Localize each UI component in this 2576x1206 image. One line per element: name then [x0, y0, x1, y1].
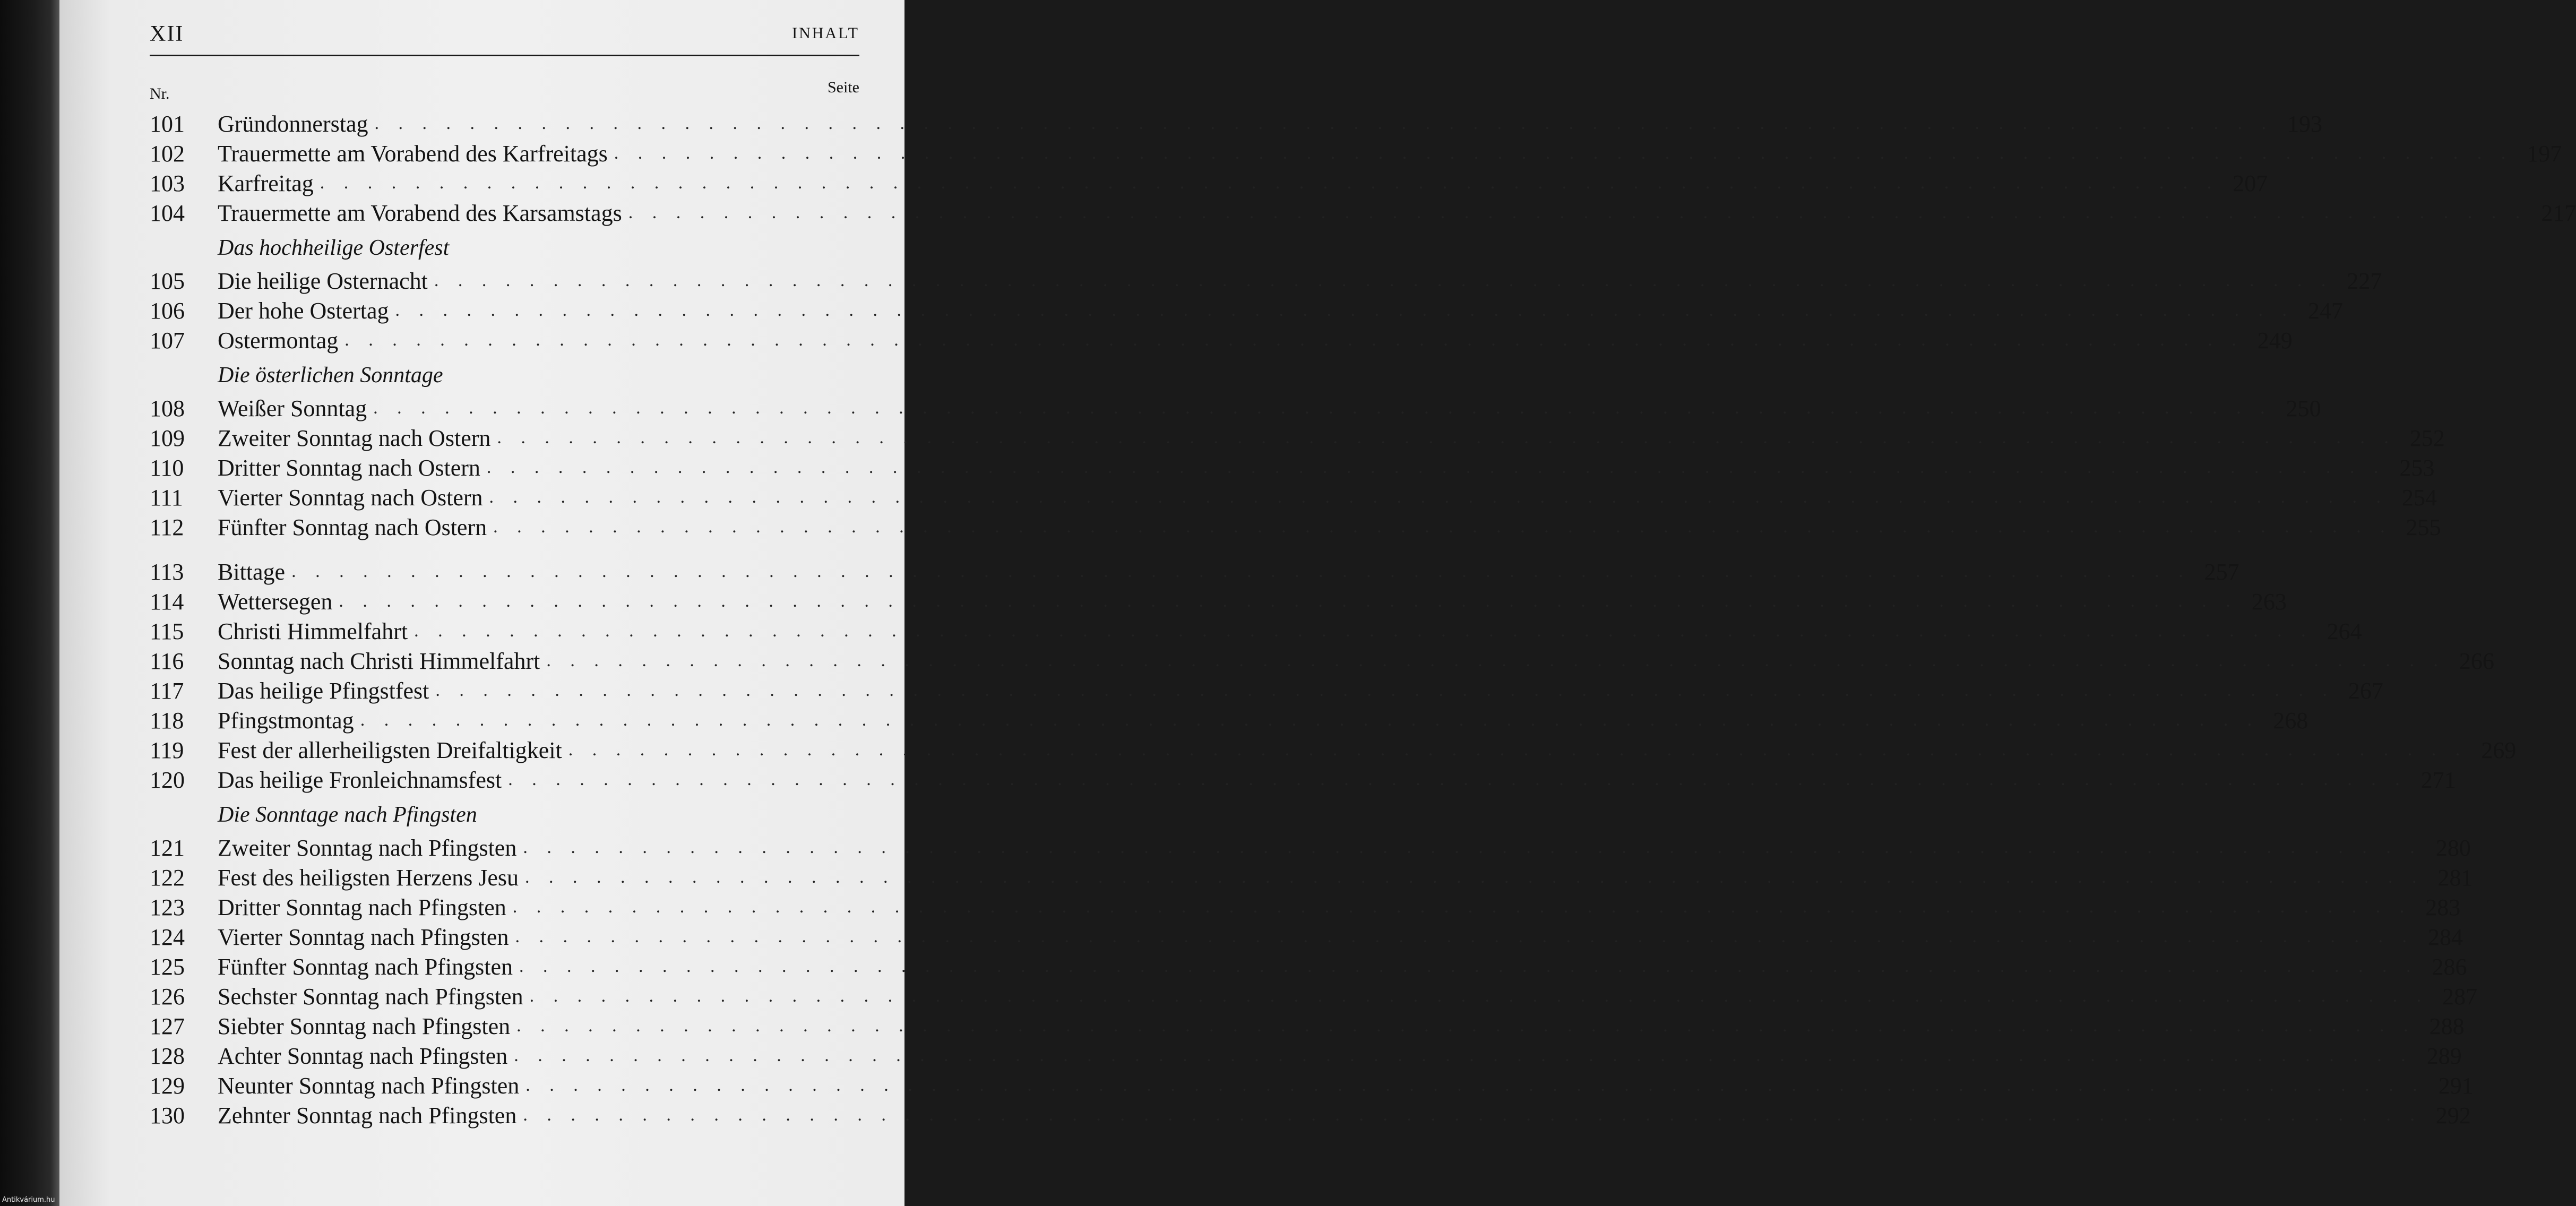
dot-leader: . . . . . . . . . . . . . . . . . . . . . . . . . . . . . . . . . . . . . . . . . . . . . . . . . . . . . . . . . . . . . . . . . . . . . . . . . . . . . . . . — [339, 591, 2238, 611]
entry-number: 102 — [150, 140, 185, 167]
dot-leader: . . . . . . . . . . . . . . . . . . . . . . . . . . . . . . . . . . . . . . . . . . . . . . . . . . . . . . . . . . . . . . . . . . . . . . . . . . . . . . . . — [373, 398, 2272, 418]
entry-number: 106 — [150, 297, 185, 324]
entry-page: 255 — [2406, 514, 2441, 540]
entry-title: Karfreitag — [218, 170, 314, 196]
entry-title: Trauermette am Vorabend des Karfreitags — [218, 140, 608, 167]
dot-leader: . . . . . . . . . . . . . . . . . . . . . . . . . . . . . . . . . . . . . . . . . . . . . . . . . . . . . . . . . . . . . . . . . . . . . . . . . . . . . . . . — [374, 114, 2273, 133]
entry-page: 193 — [2287, 110, 2322, 137]
dot-leader: . . . . . . . . . . . . . . . . . . . . . . . . . . . . . . . . . . . . . . . . . . . . . . . . . . . . . . . . . . . . . . . . . . . . . . . . . . . . . . . . — [523, 838, 2422, 857]
entry-title: Das heilige Pfingstfest — [218, 677, 429, 704]
entry-page: 263 — [2251, 588, 2287, 615]
toc-entry — [150, 587, 2287, 616]
dot-leader: . . . . . . . . . . . . . . . . . . . . . . . . . . . . . . . . . . . . . . . . . . . . . . . . . . . . . . . . . . . . . . . . . . . . . . . . . . . . . . . . — [486, 458, 2386, 477]
entry-page: 292 — [2435, 1102, 2471, 1129]
entry-number: 114 — [150, 588, 184, 615]
entry-page: 271 — [2420, 766, 2456, 793]
entry-number: 128 — [150, 1043, 185, 1069]
dot-leader: . . . . . . . . . . . . . . . . . . . . . . . . . . . . . . . . . . . . . . . . . . . . . . . . . . . . . . . . . . . . . . . . . . . . . . . . . . . . . . . . — [344, 330, 2244, 350]
dot-leader: . . . . . . . . . . . . . . . . . . . . . . . . . . . . . . . . . . . . . . . . . . . . . . . . . . . . . . . . . . . . . . . . . . . . . . . . . . . . . . . . — [516, 1016, 2416, 1036]
entry-title: Siebter Sonntag nach Pfingsten — [218, 1013, 511, 1039]
entry-page: 268 — [2273, 707, 2308, 734]
toc-entry — [150, 705, 2308, 735]
toc-entry — [150, 981, 2478, 1011]
toc-entry — [150, 512, 2441, 542]
entry-page: 269 — [2481, 737, 2517, 763]
entry-number: 126 — [150, 983, 185, 1010]
entry-page: 254 — [2402, 484, 2437, 511]
entry-page: 217 — [2541, 200, 2576, 226]
column-header-seite: Seite — [828, 79, 859, 96]
toc-entry — [150, 616, 2362, 646]
entry-page: 266 — [2459, 648, 2494, 674]
dot-leader: . . . . . . . . . . . . . . . . . . . . . . . . . . . . . . . . . . . . . . . . . . . . . . . . . . . . . . . . . . . . . . . . . . . . . . . . . . . . . . . . — [525, 1075, 2425, 1095]
entry-page: 207 — [2233, 170, 2268, 196]
page-number: XII — [150, 22, 184, 46]
dot-leader: . . . . . . . . . . . . . . . . . . . . . . . . . . . . . . . . . . . . . . . . . . . . . . . . . . . . . . . . . . . . . . . . . . . . . . . . . . . . . . . . — [435, 680, 2334, 700]
entry-page: 288 — [2429, 1013, 2465, 1039]
entry-title: Wettersegen — [218, 588, 333, 615]
dot-leader: . . . . . . . . . . . . . . . . . . . . . . . . . . . . . . . . . . . . . . . . . . . . . . . . . . . . . . . . . . . . . . . . . . . . . . . . . . . . . . . . — [508, 770, 2407, 789]
toc-entry — [150, 557, 2239, 587]
entry-number: 105 — [150, 268, 185, 294]
entry-number: 123 — [150, 894, 185, 920]
entry-page: 227 — [2347, 268, 2382, 294]
dot-leader: . . . . . . . . . . . . . . . . . . . . . . . . . . . . . . . . . . . . . . . . . . . . . . . . . . . . . . . . . . . . . . . . . . . . . . . . . . . . . . . . — [519, 957, 2418, 976]
toc-entry — [150, 393, 2321, 423]
dot-leader: . . . . . . . . . . . . . . . . . . . . . . . . . . . . . . . . . . . . . . . . . . . . . . . . . . . . . . . . . . . . . . . . . . . . . . . . . . . . . . . . — [546, 651, 2445, 670]
dot-leader: . . . . . . . . . . . . . . . . . . . . . . . . . . . . . . . . . . . . . . . . . . . . . . . . . . . . . . . . . . . . . . . . . . . . . . . . . . . . . . . . — [614, 143, 2513, 163]
dot-leader: . . . . . . . . . . . . . . . . . . . . . . . . . . . . . . . . . . . . . . . . . . . . . . . . . . . . . . . . . . . . . . . . . . . . . . . . . . . . . . . . — [320, 173, 2219, 193]
watermark: Antikvárium.hu — [2, 1196, 55, 1204]
dot-leader: . . . . . . . . . . . . . . . . . . . . . . . . . . . . . . . . . . . . . . . . . . . . . . . . . . . . . . . . . . . . . . . . . . . . . . . . . . . . . . . . — [523, 1105, 2422, 1125]
entry-title: Christi Himmelfahrt — [218, 618, 408, 644]
toc-entry — [150, 139, 2562, 168]
entry-title: Achter Sonntag nach Pfingsten — [218, 1043, 508, 1069]
entry-title: Trauermette am Vorabend des Karsamstags — [218, 200, 622, 226]
entry-number: 113 — [150, 558, 184, 585]
dot-leader: . . . . . . . . . . . . . . . . . . . . . . . . . . . . . . . . . . . . . . . . . . . . . . . . . . . . . . . . . . . . . . . . . . . . . . . . . . . . . . . . — [515, 927, 2414, 946]
entry-title: Pfingstmontag — [218, 707, 354, 734]
entry-page: 281 — [2437, 864, 2473, 891]
toc-entry — [150, 646, 2494, 676]
dot-leader: . . . . . . . . . . . . . . . . . . . . . . . . . . . . . . . . . . . . . . . . . . . . . . . . . . . . . . . . . . . . . . . . . . . . . . . . . . . . . . . . — [497, 428, 2396, 447]
entry-title: Dritter Sonntag nach Pfingsten — [218, 894, 506, 920]
dot-leader: . . . . . . . . . . . . . . . . . . . . . . . . . . . . . . . . . . . . . . . . . . . . . . . . . . . . . . . . . . . . . . . . . . . . . . . . . . . . . . . . — [628, 203, 2528, 222]
entry-title: Fest der allerheiligsten Dreifaltigkeit — [218, 737, 562, 763]
entry-title: Vierter Sonntag nach Ostern — [218, 484, 483, 511]
entry-number: 111 — [150, 484, 183, 511]
entry-number: 116 — [150, 648, 184, 674]
entry-title: Dritter Sonntag nach Ostern — [218, 454, 480, 481]
dot-leader: . . . . . . . . . . . . . . . . . . . . . . . . . . . . . . . . . . . . . . . . . . . . . . . . . . . . . . . . . . . . . . . . . . . . . . . . . . . . . . . . — [489, 487, 2389, 507]
entry-number: 117 — [150, 677, 184, 704]
entry-title: Bittage — [218, 558, 286, 585]
dot-leader: . . . . . . . . . . . . . . . . . . . . . . . . . . . . . . . . . . . . . . . . . . . . . . . . . . . . . . . . . . . . . . . . . . . . . . . . . . . . . . . . — [525, 867, 2424, 887]
entry-title: Das heilige Fronleichnamsfest — [218, 766, 502, 793]
entry-title: Der hohe Ostertag — [218, 297, 389, 324]
entry-title: Neunter Sonntag nach Pfingsten — [218, 1072, 520, 1099]
entry-title: Fest des heiligsten Herzens Jesu — [218, 864, 519, 891]
dot-leader: . . . . . . . . . . . . . . . . . . . . . . . . . . . . . . . . . . . . . . . . . . . . . . . . . . . . . . . . . . . . . . . . . . . . . . . . . . . . . . . . — [291, 562, 2191, 581]
toc-entry — [150, 168, 2268, 198]
entry-page: 267 — [2348, 677, 2383, 704]
entry-page: 264 — [2327, 618, 2362, 644]
entry-number: 127 — [150, 1013, 185, 1039]
dot-leader: . . . . . . . . . . . . . . . . . . . . . . . . . . . . . . . . . . . . . . . . . . . . . . . . . . . . . . . . . . . . . . . . . . . . . . . . . . . . . . . . — [360, 710, 2260, 730]
toc-entry — [150, 922, 2463, 952]
toc-entry — [150, 1100, 2471, 1130]
entry-title: Vierter Sonntag nach Pfingsten — [218, 924, 509, 950]
toc-entry — [150, 198, 2576, 228]
entry-number: 115 — [150, 618, 184, 644]
section-heading: Das hochheilige Osterfest — [218, 236, 450, 260]
entry-number: 104 — [150, 200, 185, 226]
entry-title: Fünfter Sonntag nach Pfingsten — [218, 953, 513, 980]
toc-entry — [150, 863, 2473, 892]
entry-title: Gründonnerstag — [218, 110, 368, 137]
entry-title: Ostermontag — [218, 327, 339, 354]
header-rule — [150, 55, 859, 56]
entry-number: 122 — [150, 864, 185, 891]
toc-entry — [150, 765, 2456, 795]
dot-leader: . . . . . . . . . . . . . . . . . . . . . . . . . . . . . . . . . . . . . . . . . . . . . . . . . . . . . . . . . . . . . . . . . . . . . . . . . . . . . . . . — [514, 1046, 2413, 1065]
entry-title: Weißer Sonntag — [218, 395, 367, 421]
book-binding — [0, 0, 59, 1206]
running-head — [150, 21, 859, 53]
entry-number: 107 — [150, 327, 185, 354]
entry-page: 197 — [2527, 140, 2562, 167]
entry-page: 257 — [2204, 558, 2239, 585]
entry-number: 130 — [150, 1102, 185, 1129]
section-gap — [150, 542, 859, 557]
toc-entry — [150, 423, 2445, 453]
toc-entry — [150, 266, 2382, 296]
entry-number: 120 — [150, 766, 185, 793]
entry-number: 118 — [150, 707, 184, 734]
toc-entry — [150, 453, 2435, 483]
toc-entry — [150, 833, 2471, 863]
dot-leader: . . . . . . . . . . . . . . . . . . . . . . . . . . . . . . . . . . . . . . . . . . . . . . . . . . . . . . . . . . . . . . . . . . . . . . . . . . . . . . . . — [395, 300, 2295, 320]
entry-number: 129 — [150, 1072, 185, 1099]
entry-page: 253 — [2399, 454, 2435, 481]
entry-page: 250 — [2286, 395, 2321, 421]
entry-number: 121 — [150, 834, 185, 861]
section-heading: Die Sonntage nach Pfingsten — [218, 803, 477, 827]
entry-page: 287 — [2442, 983, 2478, 1010]
dot-leader: . . . . . . . . . . . . . . . . . . . . . . . . . . . . . . . . . . . . . . . . . . . . . . . . . . . . . . . . . . . . . . . . . . . . . . . . . . . . . . . . — [529, 986, 2429, 1006]
toc-entry — [150, 892, 2461, 922]
dot-leader: . . . . . . . . . . . . . . . . . . . . . . . . . . . . . . . . . . . . . . . . . . . . . . . . . . . . . . . . . . . . . . . . . . . . . . . . . . . . . . . . — [512, 897, 2412, 917]
entry-number: 108 — [150, 395, 185, 421]
entry-number: 124 — [150, 924, 185, 950]
toc-entry — [150, 952, 2467, 981]
entry-title: Zehnter Sonntag nach Pfingsten — [218, 1102, 517, 1129]
entry-number: 103 — [150, 170, 185, 196]
dot-leader: . . . . . . . . . . . . . . . . . . . . . . . . . . . . . . . . . . . . . . . . . . . . . . . . . . . . . . . . . . . . . . . . . . . . . . . . . . . . . . . . — [493, 517, 2392, 537]
entry-title: Die heilige Osternacht — [218, 268, 428, 294]
section-heading: Die österlichen Sonntage — [218, 363, 443, 387]
toc-entry — [150, 1071, 2474, 1100]
entry-number: 109 — [150, 425, 185, 451]
toc-entry — [150, 1041, 2462, 1071]
toc-entry — [150, 483, 2437, 512]
column-header-nr: Nr. — [150, 85, 170, 102]
table-of-contents — [150, 109, 2576, 1130]
entry-page: 252 — [2409, 425, 2445, 451]
entry-page: 289 — [2426, 1043, 2462, 1069]
entry-page: 286 — [2432, 953, 2467, 980]
entry-page: 283 — [2425, 894, 2461, 920]
toc-entry — [150, 296, 2344, 325]
entry-number: 112 — [150, 514, 184, 540]
entry-title: Sechster Sonntag nach Pfingsten — [218, 983, 523, 1010]
entry-title: Fünfter Sonntag nach Ostern — [218, 514, 487, 540]
running-title: INHALT — [792, 24, 859, 42]
toc-entry — [150, 325, 2293, 355]
dot-leader: . . . . . . . . . . . . . . . . . . . . . . . . . . . . . . . . . . . . . . . . . . . . . . . . . . . . . . . . . . . . . . . . . . . . . . . . . . . . . . . . — [568, 740, 2468, 760]
toc-entry — [150, 735, 2517, 765]
dot-leader: . . . . . . . . . . . . . . . . . . . . . . . . . . . . . . . . . . . . . . . . . . . . . . . . . . . . . . . . . . . . . . . . . . . . . . . . . . . . . . . . — [434, 271, 2333, 290]
entry-page: 249 — [2257, 327, 2293, 354]
entry-title: Zweiter Sonntag nach Ostern — [218, 425, 491, 451]
entry-page: 280 — [2435, 834, 2471, 861]
entry-title: Zweiter Sonntag nach Pfingsten — [218, 834, 517, 861]
entry-title: Sonntag nach Christi Himmelfahrt — [218, 648, 540, 674]
toc-entry — [150, 1011, 2465, 1041]
toc-entry — [150, 109, 2322, 139]
entry-number: 125 — [150, 953, 185, 980]
dot-leader: . . . . . . . . . . . . . . . . . . . . . . . . . . . . . . . . . . . . . . . . . . . . . . . . . . . . . . . . . . . . . . . . . . . . . . . . . . . . . . . . — [414, 621, 2313, 641]
toc-entry — [150, 676, 2383, 705]
entry-number: 101 — [150, 110, 185, 137]
entry-page: 247 — [2308, 297, 2344, 324]
entry-number: 119 — [150, 737, 184, 763]
entry-page: 291 — [2438, 1072, 2474, 1099]
entry-page: 284 — [2427, 924, 2463, 950]
book-page — [59, 0, 2576, 1206]
entry-number: 110 — [150, 454, 184, 481]
